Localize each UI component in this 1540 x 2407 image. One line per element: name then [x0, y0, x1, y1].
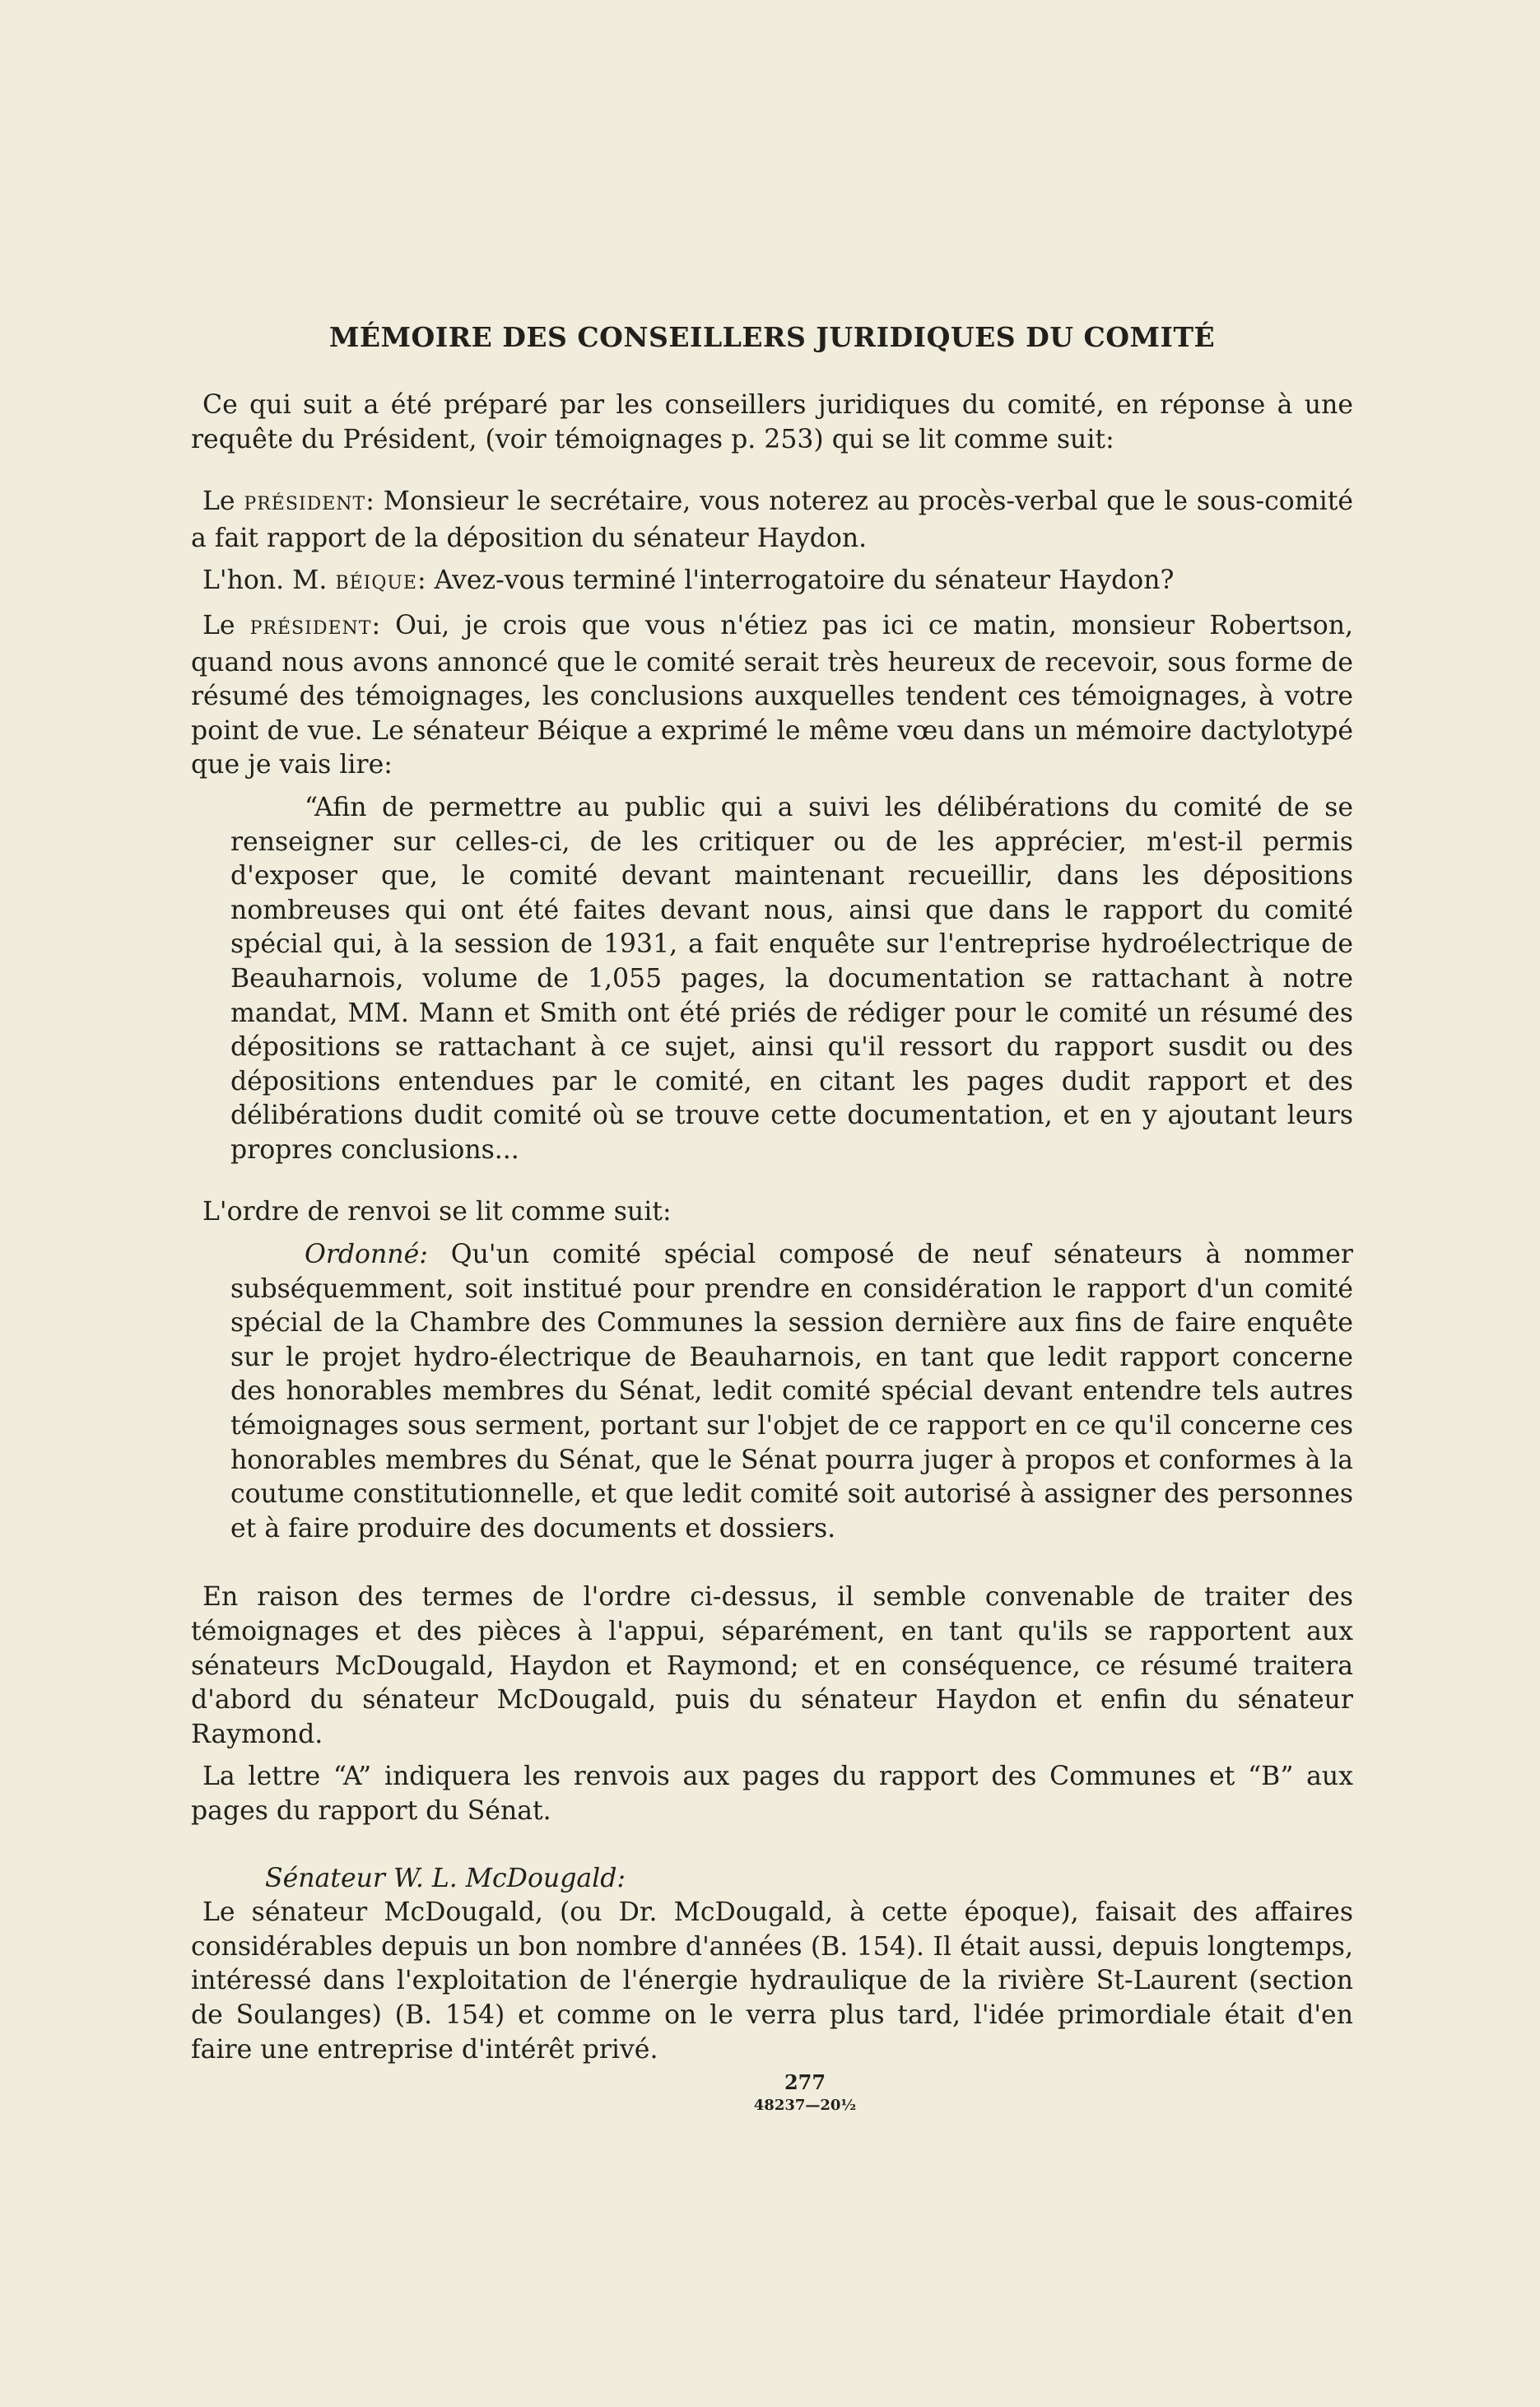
document-page: [191, 319, 1353, 2116]
exchange-president-2: Le PRÉSIDENT: Oui, je crois que vous n'étiez pas ici ce matin, monsieur Robertson, quand nous avons annoncé que le comité serait très heureux de recevoir, sous forme de résumé des témoignages, les conclusions auxquelles tendent ces témoignages, à votre point de vue. Le sénateur Béique a exprimé le même vœu dans un mémoire dactylotypé que je vais lire:: [191, 610, 1353, 780]
paragraph-lettre: La lettre “A” indiquera les renvois aux pages du rapport des Communes et “B” aux pages du rapport du Sénat.: [191, 1762, 1353, 1826]
speaker-name: PRÉSIDENT: [244, 494, 366, 515]
print-code: 48237—20½: [753, 2097, 857, 2115]
paragraph-raison: En raison des termes de l'ordre ci-dessus, il semble convenable de traiter des témoignages et des pièces à l'appui, séparément, en tant qu'ils se rapportent aux sénateurs McDougald, Haydon et Raymond; et en conséquence, ce résumé traitera d'abord du sénateur McDougald, puis du sénateur Haydon et enfin du sénateur Raymond.: [191, 1582, 1353, 1749]
order-intro: L'ordre de renvoi se lit comme suit:: [202, 1197, 672, 1227]
paragraph-mcdougald: Le sénateur McDougald, (ou Dr. McDougald, à cette époque), faisait des affaires considérables depuis un bon nombre d'années (B. 154). Il était aussi, depuis longtemps, intéressé dans l'exploitation de l'énergie hydraulique de la rivière St-Laurent (section de Soulanges) (B. 154) et comme on le verra plus tard, l'idée primordiale était d'en faire une entreprise d'intérêt privé.: [191, 1897, 1353, 2065]
page-title: MÉMOIRE DES CONSEILLERS JURIDIQUES DU COMITÉ: [328, 321, 1216, 353]
order-of-reference: Ordonné: Qu'un comité spécial composé de neuf sénateurs à nommer subséquemment, soit institué pour prendre en considération le rapport d'un comité spécial de la Chambre des Communes la session dernière aux fins de faire enquête sur le projet hydro-électrique de Beauharnois, en tant que ledit rapport concerne des honorables membres du Sénat, ledit comité spécial devant entendre tels autres témoignages sous serment, portant sur l'objet de ce rapport en ce qu'il concerne ces honorables membres du Sénat, que le Sénat pourra juger à propos et conformes à la coutume constitutionnelle, et que ledit comité soit autorisé à assigner des personnes et à faire produire des documents et dossiers.: [230, 1240, 1353, 1543]
speaker-name: PRÉSIDENT: [249, 617, 372, 639]
exchange-beique: L'hon. M. BÉIQUE: Avez-vous terminé l'interrogatoire du sénateur Haydon?: [202, 566, 1175, 596]
exchange-president-1: Le PRÉSIDENT: Monsieur le secrétaire, vous noterez au procès-verbal que le sous-comité a fait rapport de la déposition du sénateur Haydon.: [191, 487, 1353, 553]
intro-paragraph: Ce qui suit a été préparé par les conseillers juridiques du comité, en réponse à une requête du Président, (voir témoignages p. 253) qui se lit comme suit:: [191, 390, 1353, 454]
section-heading: Sénateur W. L. McDougald:: [265, 1863, 626, 1893]
speaker-name: BÉIQUE: [335, 573, 417, 594]
quoted-memo: “Afin de permettre au public qui a suivi les délibérations du comité de se renseigner sur celles-ci, de les critiquer ou de les apprécier, m'est-il permis d'exposer que, le comité devant maintenant recueillir, dans les dépositions nombreuses qui ont été faites devant nous, ainsi que dans le rapport du comité spécial qui, à la session de 1931, a fait enquête sur l'entreprise hydroélectrique de Beauharnois, volume de 1,055 pages, la documentation se rattachant à notre mandat, MM. Mann et Smith ont été priés de rédiger pour le comité un résumé des dépositions se rattachant à ce sujet, ainsi qu'il ressort du rapport susdit ou des dépositions entendues par le comité, en citant les pages dudit rapport et des délibérations dudit comité où se trouve cette documentation, et en y ajoutant leurs propres conclusions...: [230, 792, 1353, 1165]
order-label: Ordonné:: [305, 1240, 428, 1270]
page-number: 277: [784, 2070, 826, 2095]
